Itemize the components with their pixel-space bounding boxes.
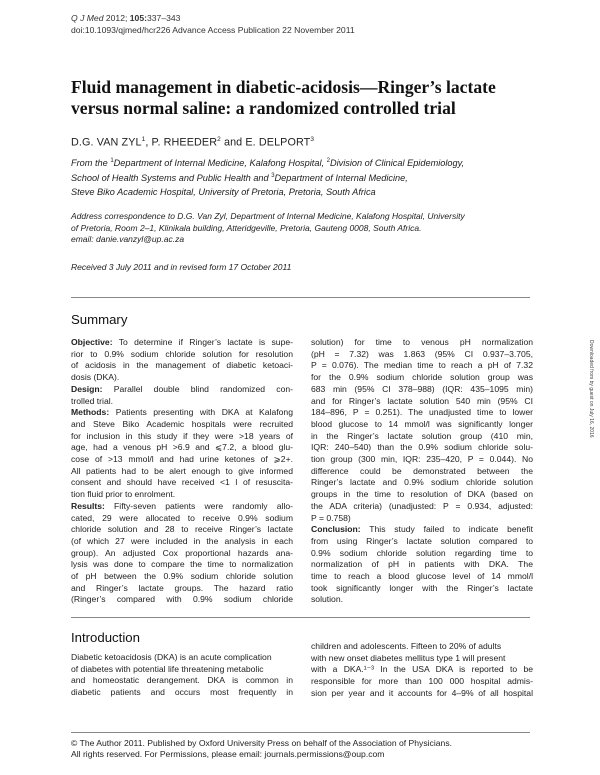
- line-text: and for Ringer’s lactate solution 540 min (95% CI: [311, 395, 533, 406]
- line-text: All patients had to be alert enough to give informed: [71, 465, 293, 476]
- line-text: sion per year and it accounts for 4–9% of all hospital: [311, 687, 533, 698]
- section-label: Design:: [71, 383, 103, 394]
- line-text: group). An adjusted Cox proportional hazards ana-: [71, 547, 293, 558]
- text-line: [311, 454, 533, 466]
- line-text: (Ringer’s compared with 0.9% sodium chloride: [71, 594, 293, 605]
- section-label: Conclusion:: [311, 524, 361, 535]
- summary-heading: Summary: [71, 312, 128, 327]
- copyright-line-1: © The Author 2011. Published by Oxford University Press on behalf of the Association of Physicians.: [71, 738, 453, 748]
- text-line: [71, 675, 293, 687]
- line-text: dosis (DKA).: [71, 372, 120, 383]
- journal-reference: [71, 12, 355, 36]
- text-line: [311, 536, 533, 548]
- article-title: [71, 77, 531, 119]
- text-line: [311, 594, 533, 606]
- text-line: [71, 477, 293, 489]
- text-line: [71, 384, 293, 396]
- line-text: trolled trial.: [71, 395, 114, 406]
- text-line: [71, 372, 293, 384]
- text-line: [71, 466, 293, 478]
- text-line: [71, 431, 293, 443]
- line-text: groups in the time to resolution of DKA (based on: [311, 489, 533, 500]
- line-text: (of which 27 were included in the analysis in each: [71, 535, 293, 546]
- line-text: rior to 0.9% sodium chloride solution for resolution: [71, 348, 293, 359]
- affiliations: [71, 155, 531, 199]
- text-line: [71, 536, 293, 548]
- affil-sup: 2: [326, 158, 330, 164]
- text-line: [71, 664, 293, 676]
- line-text: difference could be demonstrated between the: [311, 465, 533, 476]
- journal-pages: 337–343: [146, 13, 181, 23]
- line-text: of pH between the 0.9% sodium chloride solution: [71, 571, 293, 582]
- line-text: lysis was done to compare the time to normalization: [71, 559, 293, 570]
- line-text: tion fluid prior to enrolment.: [71, 489, 176, 500]
- summary-left-column: [71, 337, 293, 606]
- text-line: [311, 583, 533, 595]
- introduction-right-column: [311, 641, 533, 700]
- journal-year: 2012;: [105, 13, 128, 23]
- affiliation-line-3: Steve Biko Academic Hospital, University of Pretoria, Pretoria, South Africa: [71, 186, 376, 197]
- section-label: Results:: [71, 500, 105, 511]
- text-line: [71, 442, 293, 454]
- text-line: [311, 489, 533, 501]
- line-text: of acidosis in the management of diabetic ketoaci-: [71, 360, 293, 371]
- line-text: tion group (300 min, IQR: 235–420, P = 0.044). No: [311, 454, 533, 465]
- correspondence-line-2: of Pretoria, Room 2–1, Klinikala building, Atteridgeville, Pretoria, Gauteng 0008, South Africa.: [71, 222, 422, 233]
- line-text: of diabetes with potential life threatening metabolic: [71, 663, 264, 674]
- correspondence-email[interactable]: email: danie.vanzyl@up.ac.za: [71, 234, 185, 245]
- author-and: and: [220, 136, 246, 149]
- section-label: Methods:: [71, 407, 110, 418]
- text-line: [311, 360, 533, 372]
- text-line: [71, 349, 293, 361]
- introduction-left-column: [71, 652, 293, 699]
- line-text: children and adolescents. Fifteen to 20% of adults: [311, 641, 502, 651]
- line-text: from using Ringer’s lactate solution compared to: [311, 535, 533, 546]
- line-text: age, had a venous pH >6.9 and ⩽7.2, a blood glu-: [71, 442, 293, 453]
- line-text: blood glucose to 14 mmol/l was significantly longer: [311, 418, 533, 429]
- text-line: [311, 337, 533, 349]
- affiliation-line-1: [71, 155, 531, 170]
- line-text: Ringer’s lactate and 0.9% sodium chloride solution: [311, 477, 533, 488]
- affil-text: From the: [71, 158, 111, 169]
- introduction-rule: [71, 617, 530, 618]
- text-line: [311, 548, 533, 560]
- line-text: consent and should have received <1 l of resuscita-: [71, 477, 293, 488]
- text-line: [311, 419, 533, 431]
- line-text: Patients presenting with DKA at Kalafong: [109, 407, 293, 418]
- line-text: To determine if Ringer’s lactate is supe-: [112, 337, 293, 347]
- title-line-1: Fluid management in diabetic-acidosis—Ringer’s lactate: [71, 77, 496, 97]
- text-line: [71, 687, 293, 699]
- text-line: [311, 442, 533, 454]
- line-text: 683 min (95% CI 378–988) (IQR: 435–1095 min): [311, 383, 533, 394]
- title-line-2: versus normal saline: a randomized controlled trial: [71, 98, 456, 118]
- line-text: P = 0.076). The median time to reach a pH of 7.32: [311, 360, 533, 371]
- text-line: [311, 396, 533, 408]
- author-list: [71, 136, 314, 149]
- text-line: [311, 349, 533, 361]
- text-line: [71, 407, 293, 419]
- text-line: [311, 501, 533, 513]
- text-line: [311, 676, 533, 688]
- line-text: P = 0.758): [311, 512, 351, 523]
- text-line: [311, 688, 533, 700]
- line-text: in the Ringer’s lactate solution group (410 min,: [311, 430, 533, 441]
- affil-sup: 3: [271, 173, 275, 180]
- line-text: solution.: [311, 594, 344, 605]
- author-3-affil: 3: [310, 136, 315, 143]
- affil-sup: 1: [110, 158, 114, 164]
- section-label: Objective:: [71, 337, 113, 347]
- text-line: [71, 489, 293, 501]
- text-line: [311, 407, 533, 419]
- footer-rule: [71, 732, 530, 733]
- author-1: D.G. VAN ZYL: [71, 136, 142, 149]
- text-line: [71, 524, 293, 536]
- line-text: responsible for more than 100 000 hospital admis-: [311, 676, 533, 687]
- text-line: [311, 664, 533, 676]
- line-text: 184–896, P = 0.251). The unadjusted time to lower: [311, 407, 533, 418]
- line-text: Diabetic ketoacidosis (DKA) is an acute complication: [71, 652, 272, 662]
- doi-line: doi:10.1093/qjmed/hcr226 Advance Access Publication 22 November 2011: [71, 25, 355, 35]
- text-line: [71, 419, 293, 431]
- line-text: for inclusion in this study if they were >18 years of: [71, 430, 293, 441]
- text-line: [71, 360, 293, 372]
- line-text: the ADA criteria) (unadjusted: P = 0.934, adjusted:: [311, 500, 533, 511]
- text-line: [311, 571, 533, 583]
- copyright-line-2: All rights reserved. For Permissions, please email: journals.permissions@oup.com: [71, 749, 385, 759]
- text-line: [311, 653, 533, 665]
- line-text: solution) for time to venous pH normalization: [311, 337, 533, 347]
- line-text: Fifty-seven patients were randomly allo-: [104, 500, 293, 511]
- text-line: [311, 559, 533, 571]
- received-dates: Received 3 July 2011 and in revised form 17 October 2011: [71, 262, 292, 272]
- line-text: diabetic patients and occurs most frequently in: [71, 687, 293, 698]
- affil-text: Department of Internal Medicine,: [274, 173, 408, 184]
- author-3: E. DELPORT: [245, 136, 311, 149]
- text-line: [311, 513, 533, 525]
- text-line: [71, 396, 293, 408]
- line-text: took significantly longer with the Ringer’s lactate: [311, 582, 533, 593]
- text-line: [71, 454, 293, 466]
- author-separator: ,: [145, 136, 152, 149]
- line-text: cose of >13 mmol/l and had urine ketones of ⩾2+.: [71, 454, 293, 465]
- correspondence: [71, 211, 531, 246]
- journal-name: Q J Med: [71, 13, 104, 23]
- affil-text: Department of Internal Medicine, Kalafong Hospital,: [113, 158, 327, 169]
- text-line: [71, 513, 293, 525]
- line-text: time to reach a blood glucose level of 14 mmol/l: [311, 571, 533, 582]
- line-text: for the 0.9% sodium chloride solution group was: [311, 372, 533, 383]
- text-line: [71, 337, 293, 349]
- text-line: [71, 583, 293, 595]
- author-1-affil: 1: [141, 136, 146, 143]
- line-text: cated, 29 were allocated to receive 0.9% sodium: [71, 512, 293, 523]
- text-line: [311, 466, 533, 478]
- text-line: [311, 431, 533, 443]
- line-text: and homeostatic derangement. DKA is common in: [71, 675, 293, 686]
- correspondence-line-1: Address correspondence to D.G. Van Zyl, Department of Internal Medicine, Kalafong Hospital, University: [71, 211, 465, 221]
- introduction-heading: Introduction: [71, 630, 140, 645]
- text-line: [311, 372, 533, 384]
- text-line: [71, 501, 293, 513]
- line-text: This study failed to indicate benefit: [360, 524, 533, 535]
- line-text: chloride solution and 28 to receive Ringer’s lactate: [71, 524, 293, 535]
- line-text: IQR: 240–540) than the 0.9% sodium chloride solu-: [311, 442, 533, 453]
- line-text: (pH = 7.32) was 1.863 (95% CI 0.937–3.705,: [311, 348, 533, 359]
- affil-text: Division of Clinical Epidemiology,: [329, 158, 465, 169]
- line-text: 0.9% sodium chloride solution regarding time to: [311, 547, 533, 558]
- affiliation-line-2: [71, 170, 531, 185]
- line-text: Parallel double blind randomized con-: [102, 383, 293, 394]
- text-line: [311, 641, 533, 653]
- download-watermark: [585, 340, 595, 470]
- line-text: and Ringer’s lactate groups. The hazard ratio: [71, 582, 293, 593]
- text-line: [311, 477, 533, 489]
- author-2-affil: 2: [217, 136, 221, 143]
- text-line: [71, 571, 293, 583]
- line-text: with new onset diabetes mellitus type 1 will present: [311, 652, 506, 663]
- download-note: Downloaded from by guest on July 16, 2016: [588, 340, 594, 438]
- affil-text: School of Health Systems and Public Health and: [71, 173, 272, 184]
- text-line: [71, 652, 293, 664]
- text-line: [71, 548, 293, 560]
- text-line: [71, 594, 293, 606]
- text-line: [311, 524, 533, 536]
- journal-volume: 105:: [129, 13, 147, 23]
- text-line: [71, 559, 293, 571]
- author-2: P. RHEEDER: [151, 136, 218, 149]
- line-text: and Steve Biko Academic hospitals were recruited: [71, 418, 293, 429]
- text-line: [311, 384, 533, 396]
- summary-right-column: [311, 337, 533, 606]
- copyright-footer: [71, 738, 452, 760]
- line-text: normalization of pH in patients with DKA. The: [311, 559, 533, 570]
- summary-rule: [71, 297, 530, 298]
- line-text: with a DKA.¹⁻³ In the USA DKA is reported to be: [311, 664, 533, 675]
